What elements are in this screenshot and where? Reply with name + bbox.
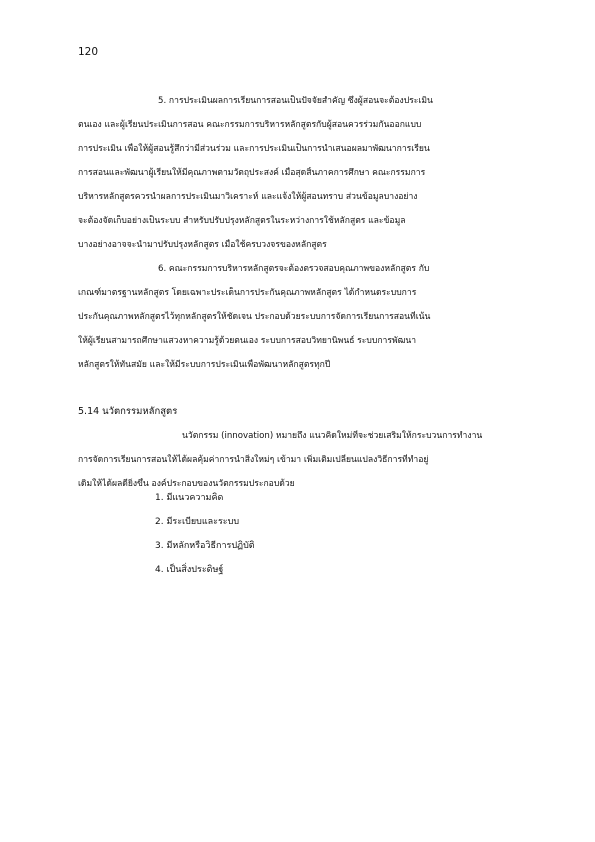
paragraph-line: บริหารหลักสูตรควรนำผลการประเมินมาวิเคราะห์ และแจ้งให้ผู้สอนทราบ ส่วนข้อมูลบางอย่าง	[78, 192, 418, 202]
paragraph-line: ประกันคุณภาพหลักสูตรไว้ทุกหลักสูตรให้ชัดเจน ประกอบด้วยระบบการจัดการเรียนการสอนที่เน้น	[78, 312, 431, 322]
paragraph-line: การประเมิน เพื่อให้ผู้สอนรู้สึกว่ามีส่วนร่วม และการประเมินเป็นการนำเสนอผลมาพัฒนาการเรียน	[78, 144, 430, 154]
list-item: 1. มีแนวความคิด	[155, 493, 224, 503]
paragraph-line: ให้ผู้เรียนสามารถศึกษาแสวงหาความรู้ด้วยตนเอง ระบบการสอบวิทยานิพนธ์ ระบบการพัฒนา	[78, 336, 417, 346]
paragraph-line: หลักสูตรให้ทันสมัย และให้มีระบบการประเมินเพื่อพัฒนาหลักสูตรทุกปี	[78, 360, 331, 370]
paragraph-line: เกณฑ์มาตรฐานหลักสูตร โดยเฉพาะประเด็นการประกันคุณภาพหลักสูตร ได้กำหนดระบบการ	[78, 288, 417, 298]
list-item: 2. มีระเบียบและระบบ	[155, 517, 240, 527]
paragraph-line: การจัดการเรียนการสอนให้ได้ผลคุ้มค่าการนำสิ่งใหม่ๆ เข้ามา เพิ่มเติมเปลี่ยนแปลงวิธีการที่ทำอยู่	[78, 455, 429, 465]
paragraph-line: 6. คณะกรรมการบริหารหลักสูตรจะต้องตรวจสอบคุณภาพของหลักสูตร กับ	[158, 264, 430, 274]
paragraph-line: การสอนและพัฒนาผู้เรียนให้มีคุณภาพตามวัตถุประสงค์ เมื่อสุดสิ้นภาคการศึกษา คณะกรรมการ	[78, 168, 426, 178]
paragraph-line: 5. การประเมินผลการเรียนการสอนเป็นปัจจัยสำคัญ ซึ่งผู้สอนจะต้องประเมิน	[158, 96, 433, 106]
page-number: 120	[78, 46, 99, 58]
paragraph-line: จะต้องจัดเก็บอย่างเป็นระบบ สำหรับปรับปรุงหลักสูตรในระหว่างการใช้หลักสูตร และข้อมูล	[78, 216, 406, 226]
paragraph-line: ตนเอง และผู้เรียนประเมินการสอน คณะกรรมการบริหารหลักสูตรกับผู้สอนควรร่วมกันออกแบบ	[78, 120, 422, 130]
section-heading: 5.14 นวัตกรรมหลักสูตร	[78, 406, 178, 417]
paragraph-line: บางอย่างอาจจะนำมาปรับปรุงหลักสูตร เมื่อใช้ครบวงจรของหลักสูตร	[78, 240, 327, 250]
paragraph-line: เดิมให้ได้ผลดียิ่งขึ้น องค์ประกอบของนวัตกรรมประกอบด้วย	[78, 479, 295, 489]
paragraph-line: นวัตกรรม (innovation) หมายถึง แนวคิดใหม่ที่จะช่วยเสริมให้กระบวนการทำงาน	[182, 431, 483, 441]
list-item: 3. มีหลักหรือวิธีการปฏิบัติ	[155, 541, 255, 551]
list-item: 4. เป็นสิ่งประดิษฐ์	[155, 565, 224, 575]
